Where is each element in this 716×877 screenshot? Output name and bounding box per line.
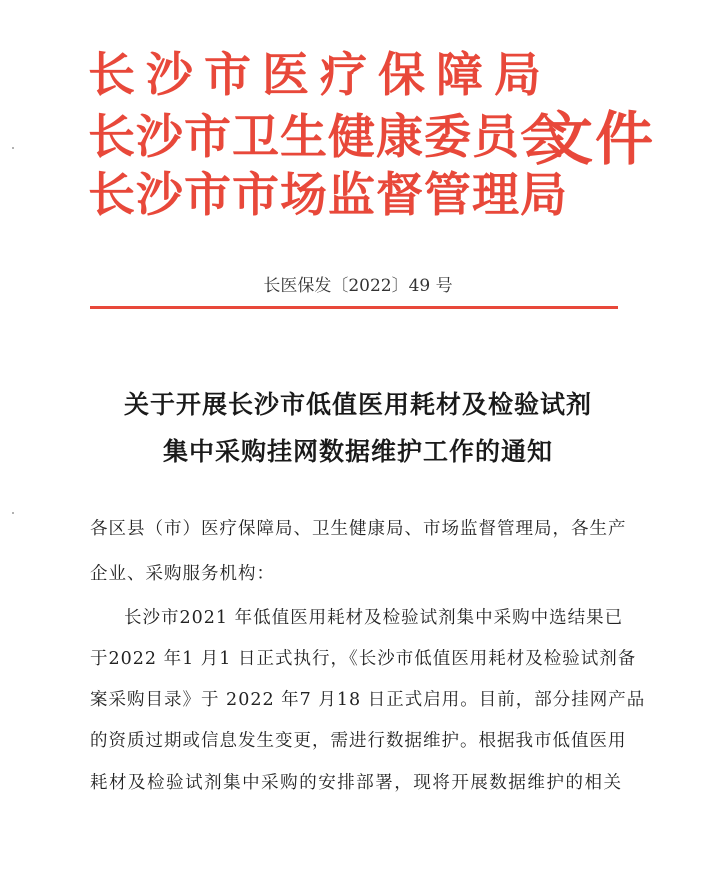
issuer-name-market-regulation-bureau: 长沙市市场监督管理局 [88, 168, 568, 223]
body-line: 各区县（市）医疗保障局、卫生健康局、市场监督管理局，各生产 [90, 519, 627, 539]
body-line: 案采购目录》于 2022 年7 月18 日正式启用。目前，部分挂网产品 [90, 690, 646, 710]
body-line: 长沙市2021 年低值医用耗材及检验试剂集中采购中选结果已 [124, 608, 624, 628]
letterhead-divider [90, 306, 618, 309]
document-number: 长医保发〔2022〕49 号 [263, 276, 453, 296]
body-line: 于2022 年1 月1 日正式执行，《长沙市低值医用耗材及检验试剂备 [90, 649, 637, 669]
body-line: 耗材及检验试剂集中采购的安排部署，现将开展数据维护的相关 [90, 773, 622, 793]
issuer-name-health-commission: 长沙市卫生健康委员会 [88, 110, 568, 165]
body-line: 的资质过期或信息发生变更，需进行数据维护。根据我市低值医用 [90, 731, 627, 751]
scan-edge-mark [12, 512, 14, 514]
scan-edge-mark [12, 147, 14, 149]
document-title-line-2: 集中采购挂网数据维护工作的通知 [162, 437, 553, 466]
body-line: 企业、采购服务机构： [90, 564, 275, 584]
document-title-line-1: 关于开展长沙市低值医用耗材及检验试剂 [123, 390, 592, 419]
issuer-name-medical-security-bureau: 长沙市医疗保障局 [88, 48, 552, 103]
document-kind-label: 文件 [535, 105, 656, 173]
